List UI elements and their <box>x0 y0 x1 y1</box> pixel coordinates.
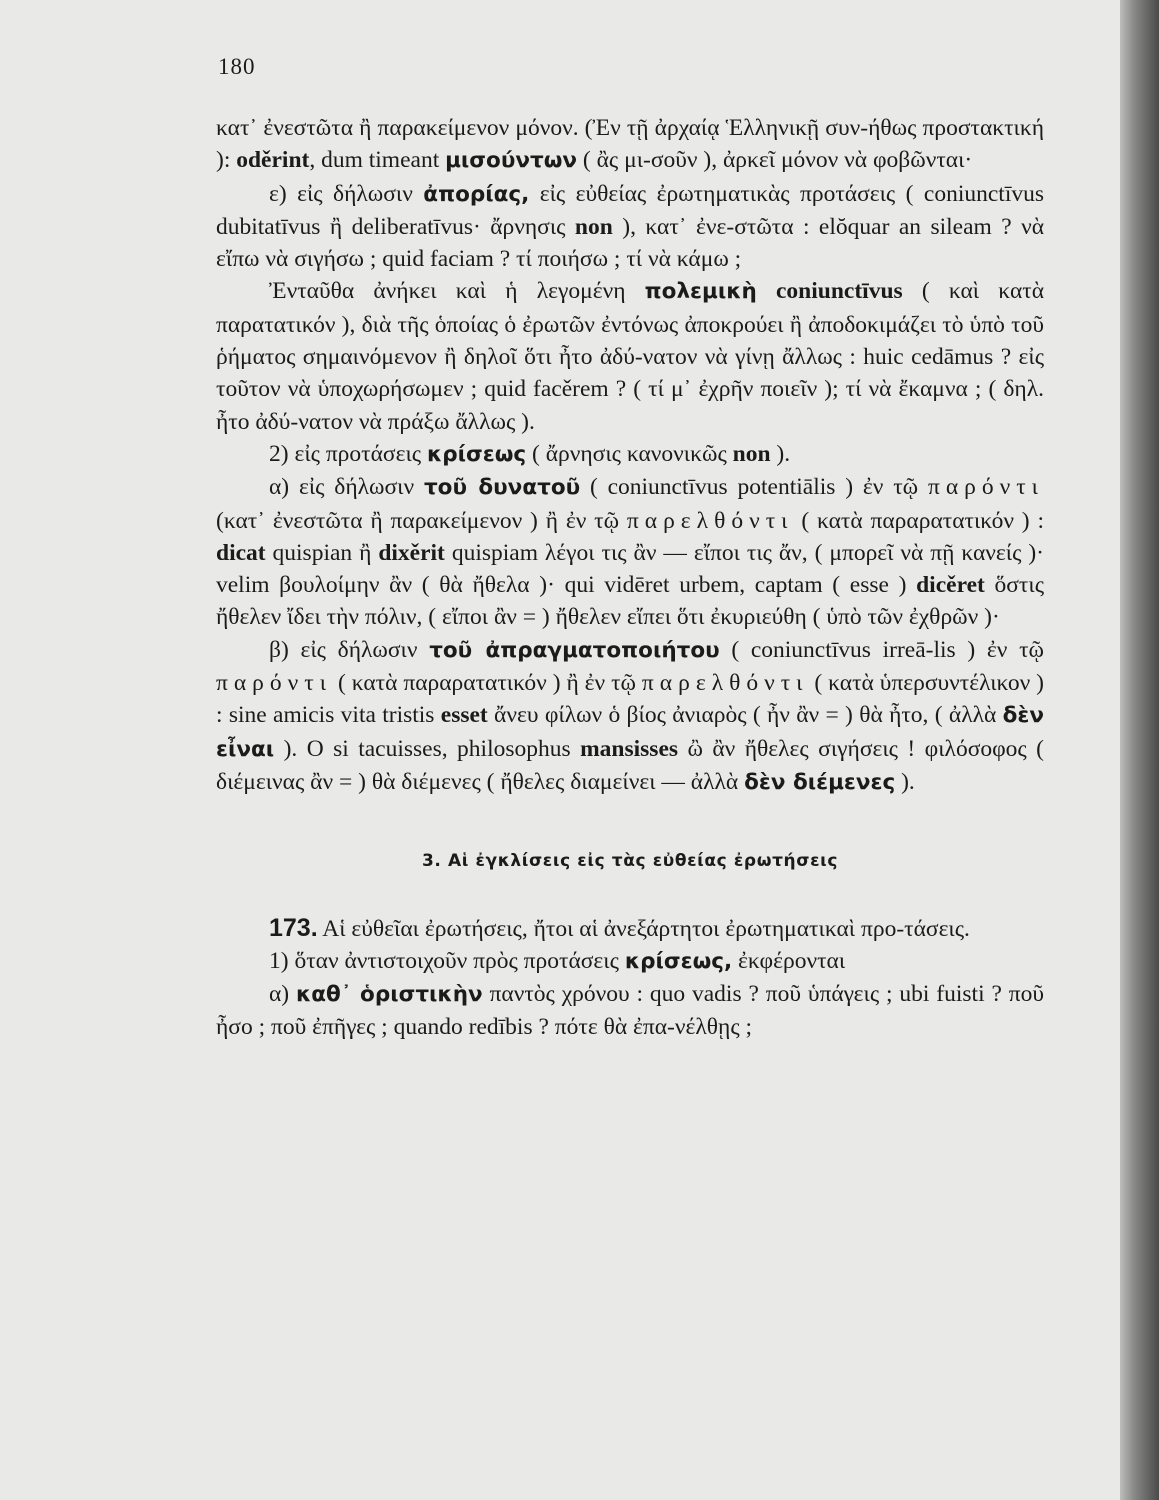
paragraph-5: α) εἰς δήλωσιν τοῦ δυνατοῦ ( coniunctīvus potentiālis ) ἐν τῷ παρόντι (κατ᾽ ἐνεστῶτα ἢ παρακείμενον ) ἢ ἐν τῷ παρελθόντι ( κατὰ παραρατατικόν ) : dicat quispian ἢ dixěrit quispiam λέγοι τις ἂν — εἴποι τις ἄν, ( μπορεῖ νὰ πῇ κανείς )· velim βουλοίμην ἂν ( θὰ ἤθελα )· qui vidēret urbem, captam ( esse ) dicěret ὅστις ἤθελεν ἴδει τὴν πόλιν, ( εἴποι ἂν = ) ἤθελεν εἴπει ὅτι ἐκυριεύθη ( ὑπὸ τῶν ἐχθρῶν )· <box>216 474 1044 631</box>
paragraph-1: κατ᾽ ἐνεστῶτα ἢ παρακείμενον μόνον. (Ἐν τῇ ἀρχαίᾳ Ἑλληνικῇ συν-ήθως προστακτική ): oděrint, dum timeant μισούντων ( ἂς μι-σοῦν ), ἀρκεῖ μόνον νὰ φοβῶνται· <box>216 115 1044 174</box>
paragraph-2: ε) εἰς δήλωσιν ἀπορίας, εἰς εὐθείας ἐρωτηματικὰς προτάσεις ( coniunctīvus dubitatīvus ἢ deliberatīvus· ἄρνησις non ), κατ᾽ ἐνε-στῶτα : elŏquar an sileam ? νὰ εἴπω νὰ σιγήσω ; quid faciam ? τί ποιήσω ; τί νὰ κάμω ; <box>216 180 1045 273</box>
page-number: 180 <box>218 54 256 79</box>
paragraph-9: α) καθ᾽ ὁριστικὴν παντὸς χρόνου : quo vadis ? ποῦ ὑπάγεις ; ubi fuisti ? ποῦ ἦσο ; ποῦ ἐπῆγες ; quando redībis ? πότε θὰ ἐπα-νέλθῃς ; <box>216 981 1045 1041</box>
section-heading: 3. Αἱ ἐγκλίσεις εἰς τὰς εὐθείας ἐρωτήσεις <box>421 851 839 872</box>
paragraph-8: 1) ὅταν ἀντιστοιχοῦν πρὸς προτάσεις κρίσεως, ἐκφέρονται <box>269 947 846 974</box>
page-text <box>216 112 1044 1044</box>
paragraph-3: Ἐνταῦθα ἀνήκει καὶ ἡ λεγομένη πολεμικὴ coniunctīvus ( καὶ κατὰ παρατατικόν ), διὰ τῆς ὁποίας ὁ ἐρωτῶν ἐντόνως ἀποκρούει ἢ ἀποδοκιμάζει τὸ ὑπὸ τοῦ ῥήματος σημαινόμενον ἢ δηλοῖ ὅτι ἦτο ἀδύ-νατον νὰ γίνῃ ἄλλως : huic cedāmus ? εἰς τοῦτον νὰ ὑποχωρήσωμεν ; quid facěrem ? ( τί μ᾽ ἐχρῆν ποιεῖν ); τί νὰ ἔκαμνα ; ( δηλ. ἦτο ἀδύ-νατον νὰ πράξω ἄλλως ). <box>216 278 1045 435</box>
paragraph-6: β) εἰς δήλωσιν τοῦ ἀπραγματοποιήτου ( coniunctīvus irreā-lis ) ἐν τῷ παρόντι ( κατὰ παραρατατικόν ) ἢ ἐν τῷ παρελθόντι ( κατὰ ὑπερσυντέλικον ) : sine amicis vita tristis esset ἄνευ φίλων ὁ βίος ἀνιαρὸς ( ἦν ἂν = ) θὰ ἦτο, ( ἀλλὰ δὲν εἶναι ). O si tacuisses, philosophus mansisses ὢ ἂν ἤθελες σιγήσεις ! φιλόσοφος ( διέμεινας ἂν = ) θὰ διέμενες ( ἤθελες διαμείνει — ἀλλὰ δὲν διέμενες ). <box>216 636 1044 795</box>
paragraph-4: 2) εἰς προτάσεις κρίσεως ( ἄρνησις κανονικῶς non ). <box>269 440 791 467</box>
page-edge-shadow <box>1120 0 1159 1500</box>
paragraph-7: 173. Αἱ εὐθεῖαι ἐρωτήσεις, ἤτοι αἱ ἀνεξάρτητοι ἐρωτηματικαὶ προ-τάσεις. <box>269 913 970 942</box>
